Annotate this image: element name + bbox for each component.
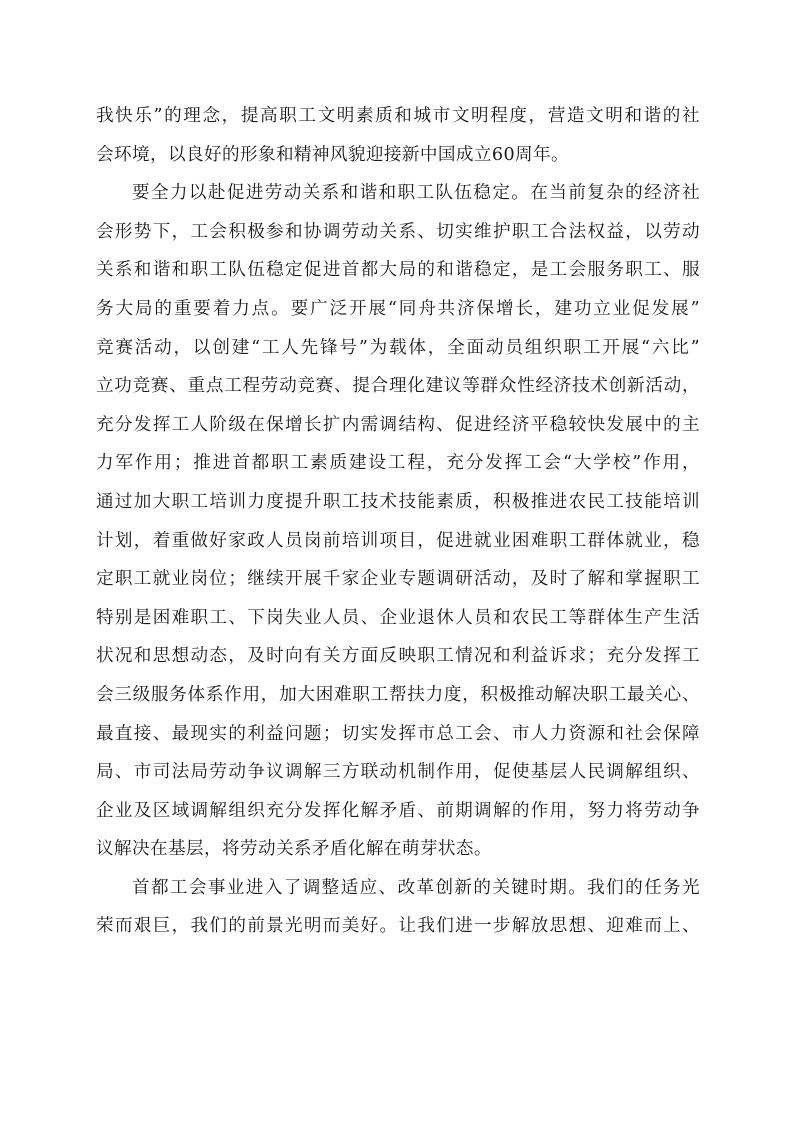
text-line: 会环境，以良好的形象和精神风貌迎接新中国成立60周年。 [96,144,570,165]
text-line: 充分发挥工人阶级在保增长扩内需调结构、促进经济平稳较快发展中的主 [96,414,700,435]
paragraph-2 [96,174,700,869]
text-line: 议解决在基层，将劳动关系矛盾化解在萌芽状态。 [96,839,492,860]
text-line: 通过加大职工培训力度提升职工技术技能素质，积极推进农民工技能培训 [96,491,700,512]
text-line: 力军作用；推进首都职工素质建设工程，充分发挥工会“大学校”作用， [96,453,700,474]
document-page [96,97,700,946]
text-line: 定职工就业岗位；继续开展千家企业专题调研活动，及时了解和掌握职工 [96,569,700,590]
paragraph-1 [96,97,700,174]
text-line: 我快乐”的理念，提高职工文明素质和城市文明程度，营造文明和谐的社 [96,106,700,126]
text-line: 务大局的重要着力点。要广泛开展“同舟共济保增长，建功立业促发展” [96,298,700,319]
text-line: 会三级服务体系作用，加大困难职工帮扶力度，积极推动解决职工最关心、 [96,684,700,705]
text-line: 关系和谐和职工队伍稳定促进首都大局的和谐稳定，是工会服务职工、服 [96,260,700,281]
text-line: 荣而艰巨，我们的前景光明而美好。让我们进一步解放思想、迎难而上、 [96,916,700,937]
text-line: 企业及区域调解组织充分发挥化解矛盾、前期调解的作用，努力将劳动争 [96,800,700,821]
text-line: 特别是困难职工、下岗失业人员、企业退休人员和农民工等群体生产生活 [96,607,700,628]
text-line: 计划，着重做好家政人员岗前培训项目，促进就业困难职工群体就业，稳 [96,530,700,551]
text-line: 首都工会事业进入了调整适应、改革创新的关键时期。我们的任务光 [132,877,700,898]
text-line: 局、市司法局劳动争议调解三方联动机制作用，促使基层人民调解组织、 [96,762,700,783]
text-line: 立功竞赛、重点工程劳动竞赛、提合理化建议等群众性经济技术创新活动， [96,376,700,397]
text-line: 最直接、最现实的利益问题；切实发挥市总工会、市人力资源和社会保障 [96,723,700,744]
paragraph-3 [96,869,700,946]
text-line: 要全力以赴促进劳动关系和谐和职工队伍稳定。在当前复杂的经济社 [132,183,700,204]
text-line: 竞赛活动，以创建“工人先锋号”为载体，全面动员组织职工开展“六比” [96,337,700,358]
text-line: 状况和思想动态，及时向有关方面反映职工情况和利益诉求；充分发挥工 [96,646,700,667]
text-line: 会形势下，工会积极参和协调劳动关系、切实维护职工合法权益，以劳动 [96,221,700,242]
